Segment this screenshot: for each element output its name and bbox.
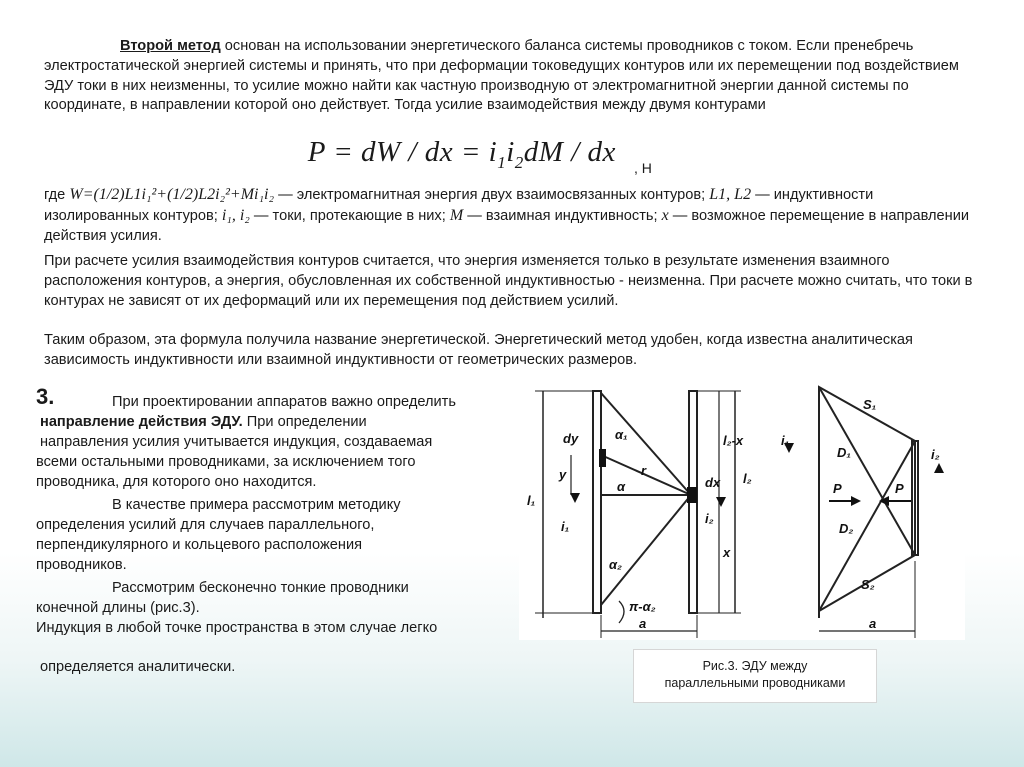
conclusion-paragraph: Таким образом, эта формула получила название энергетической. Энергетический метод удобен, когда известна аналитическая зависимость индуктивности или взаимной индуктивности от геометрических размеров. — [44, 332, 913, 368]
conductor-1 — [593, 391, 601, 613]
label-dx: dx — [705, 475, 721, 490]
section-line-6: В качестве примера рассмотрим методику — [112, 497, 401, 513]
section-line-13: определяется аналитически. — [40, 659, 236, 675]
section-line-9: проводников. — [36, 557, 127, 573]
label-i2-right: i₂ — [931, 447, 940, 462]
label-pi-alpha2: π-α₂ — [629, 599, 656, 614]
label-x: x — [723, 545, 731, 560]
figure-caption — [633, 649, 877, 703]
label-p-left: P — [833, 481, 842, 496]
section-line-2-rest: При определении — [242, 414, 367, 430]
parallel-conductors-figure — [519, 383, 965, 640]
label-alpha: α — [617, 479, 626, 494]
section-line-8: перпендикулярного и кольцевого расположения — [36, 537, 363, 553]
formula-units: , Н — [634, 160, 652, 176]
label-d2: D₂ — [839, 521, 854, 536]
label-a-left: a — [639, 616, 647, 631]
section-line-7: определения усилий для случаев параллельного, — [36, 517, 375, 533]
section-line-4: всеми остальными проводниками, за исключением того — [36, 454, 416, 470]
section-line-10: Рассмотрим бесконечно тонкие проводники — [112, 580, 409, 596]
inductance-symbols: L1, L2 — [709, 186, 752, 203]
displacement-symbol: x — [661, 206, 669, 224]
where-text-4: — взаимная индуктивность; — [463, 207, 662, 224]
where-prefix: где — [44, 187, 70, 203]
label-dy: dy — [563, 431, 579, 446]
label-i1-left: i₁ — [561, 519, 570, 534]
label-s2: S₂ — [861, 577, 875, 592]
intro-paragraph — [44, 37, 974, 116]
section-line-5: проводника, для которого оно находится. — [36, 474, 317, 490]
label-r: r — [641, 463, 647, 478]
label-l2: l₂ — [743, 471, 752, 486]
caption-line-2: параллельными проводниками — [664, 676, 846, 690]
caption-line-1: Рис.3. ЭДУ между — [702, 659, 808, 673]
energy-expression: W=(1/2)L1i₁²+(1/2)L2i₂²+Mi₁i₂ — [69, 186, 275, 203]
where-text-1: — электромагнитная энергия двух взаимосвязанных контуров; — [274, 187, 710, 203]
section-line-11: конечной длины (рис.3). — [36, 600, 200, 616]
label-l2-minus-x: l₂-x — [723, 433, 744, 448]
energy-force-formula: P = dW / dx = $i_1i_2dM$ / dx — [300, 136, 616, 172]
label-a-right: a — [869, 616, 877, 631]
second-method-term: Второй метод — [120, 38, 221, 54]
label-alpha1: α₁ — [615, 427, 628, 442]
label-i1-right: i₁ — [781, 433, 790, 448]
dx-element — [687, 487, 697, 503]
section-number: 3. — [36, 384, 55, 409]
label-i2-left: i₂ — [705, 511, 714, 526]
label-s1: S₁ — [863, 397, 877, 412]
intro-text: основан на использовании энергетического баланса системы проводников с током. Если пренебречь электростатической энергией системы и принять, что при деформации токоведущих контуров или их перемещении под воздействием ЭДУ токи в них неизменны, то усилие можно найти как частную производную от электромагнитной энергии данной системы по координате, в направлении которой оно действует. Тогда усилие взаимодействия между двумя контурами — [44, 38, 959, 114]
where-text-3: — токи, протекающие в них; — [249, 207, 450, 224]
section-line-1: При проектировании аппаратов важно определить — [112, 394, 456, 410]
dy-element — [599, 449, 606, 467]
assumption-paragraph: При расчете усилия взаимодействия контуров считается, что энергия изменяется только в результате изменения взаимного расположения контуров, а энергия, обусловленная их собственной индуктивностью - неизменна. При расчете можно считать, что токи в контурах не зависят от их деформаций или их перемещения под действием усилий. — [44, 253, 973, 309]
section-line-2 — [40, 413, 367, 433]
label-l1-left: l₁ — [527, 493, 536, 508]
label-p-right: P — [895, 481, 904, 496]
figure-drawing — [519, 383, 965, 640]
current-symbols: i₁, i₂ — [221, 206, 250, 224]
label-y: y — [559, 467, 567, 482]
section-line-3: направления усилия учитывается индукция, создаваемая — [40, 434, 433, 450]
label-alpha2: α₂ — [609, 557, 623, 572]
edu-direction-term: направление действия ЭДУ. — [40, 414, 243, 430]
label-d1: D₁ — [837, 445, 851, 460]
section-line-12: Индукция в любой точке пространства в этом случае легко — [36, 620, 438, 636]
where-text-5: — возможное перемещение в направлении действия усилия. — [44, 207, 970, 244]
where-paragraph — [44, 185, 974, 246]
mutual-inductance-symbol: M — [449, 206, 464, 224]
where-text-2: — индуктивности изолированных контуров; — [44, 187, 874, 224]
